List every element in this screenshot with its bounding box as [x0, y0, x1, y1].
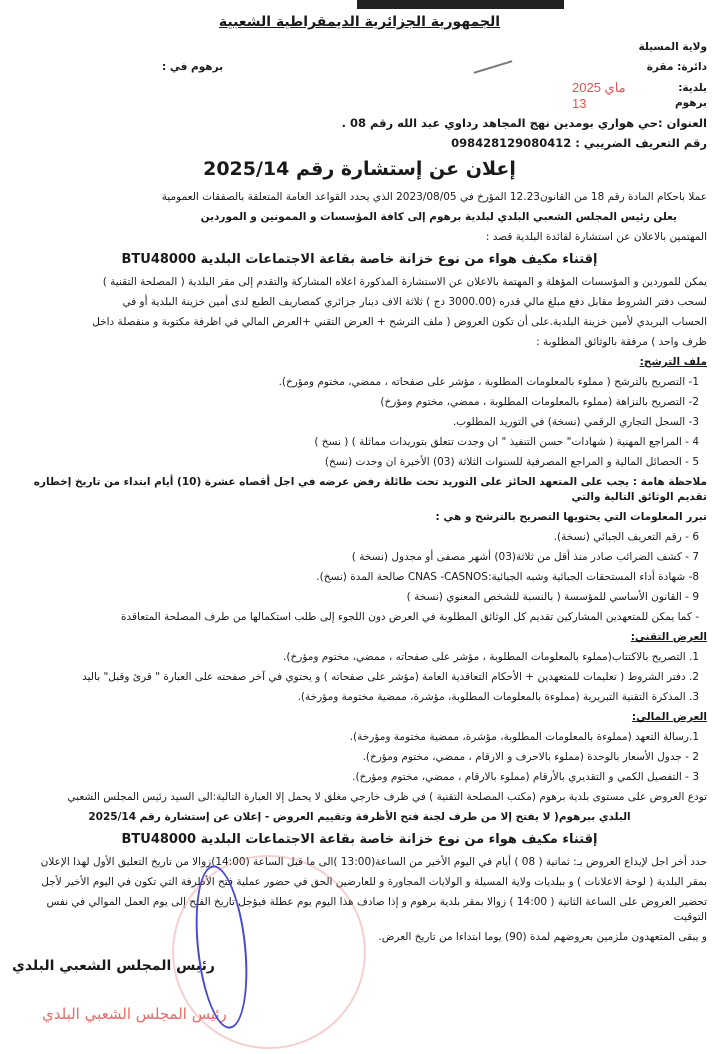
subject-heading-repeat: إقتناء مكيف هواء من نوع خزانة خاصة بقاعة الاجتماعات البلدية BTU48000: [121, 832, 598, 847]
technical-heading: العرض التقني:: [630, 631, 707, 643]
daira-row: [12, 60, 707, 75]
financial-item: 1.رسالة التعهد (مملوءة بالمعلومات المطلوبة، مؤشرة، ممضية مختومة ومؤرخة).: [349, 731, 699, 743]
republic-title: الجمهورية الجزائرية الديمقراطية الشعبية: [218, 14, 501, 30]
note-line: ملاحظة هامة : يجب على المتعهد الحائز على التوريد تحت طائلة رفض عرضه في اجل أقصاه عشرة (10) أيام ابتداء من تاريخ إخطاره تقديم الوثائق التالية والتي: [33, 476, 707, 503]
financial-item: 3 - التفصيل الكمي و التقديري بالأرقام (مملوء بالارقام ، ممضي، مختوم ومؤرخ).: [352, 771, 699, 783]
candidacy-item: 4 - المراجع المهنية ( شهادات" حسن التنفيذ " ان وجدت تتعلق بتوريدات مماثلة ) ( نسخ ): [314, 436, 699, 448]
deadline-line: بمقر البلدية ( لوحة الاعلانات ) و ببلديات ولاية المسيلة و الولايات المجاورة و للعارضين الحق في حضور عملية فتح الأظرفة التي تكون في اليوم الأخير لأجل: [41, 876, 707, 888]
extra-item: 7 - كشف الضرائب صادر منذ أقل من ثلاثة(03) أشهر مصفى أو مجدول (نسخة ): [351, 551, 699, 563]
tax-id: رقم التعريف الضريبي : 098428129080412: [451, 136, 707, 150]
address: العنوان :حي هواري بومدين نهج المجاهد رداوي عبد الله رقم 08 .: [341, 116, 707, 130]
deadline-line: حدد أخر اجل لإيداع العروض بـ: ثمانية ( 08 ) أيام في اليوم الأخير من الساعة(13:00 )الى ما قبل الساعة (14:00)زوالا من تاريخ التعليق الأول لهذا الإعلان: [40, 856, 707, 868]
closing-section: [12, 855, 707, 1024]
extra-item: - كما يمكن للمتعهدين المشاركين تقديم كل الوثائق المطلوبة في العرض دون اللجوء إلى طلب استكمالها من طرف المصلحة المتعاقدة: [121, 611, 699, 623]
commune: بلدية: برهوم: [674, 81, 707, 109]
commune-row: [12, 80, 707, 111]
technical-item: 2. دفتر الشروط ( تعليمات للمتعهدين + الأحكام التعاقدية العامة (مؤشر على صفحاته ) و يحتوي في آخر صفحته على العبارة " قرئ وقبل" باليد: [82, 671, 699, 683]
financial-heading: العرض المالي:: [631, 711, 707, 723]
condition-line: لسحب دفتر الشروط مقابل دفع مبلغ مالي قدره (3000.00 دج ) ثلاثة الاف دينار جزائري كمصاريف الطبع لدى أمين خزينة البلدية أو في: [122, 296, 707, 308]
extra-item: 9 - القانون الأساسي للمؤسسة ( بالنسبة للشخص المعنوي (نسخة ): [406, 591, 699, 603]
intro-line: المهتمين بالاعلان عن استشارة لفائدة البلدية قصد :: [485, 231, 707, 243]
condition-line: يمكن للموردين و المؤسسات المؤهلة و المهتمة بالاعلان عن الاستشارة المذكورة اعلاه المشاركة والتقدم إلى مقر البلدية ( المصلحة التقنية ): [102, 276, 707, 288]
seal-stamp-text: رئيس المجلس الشعبي البلدي: [42, 1005, 227, 1023]
candidacy-heading: ملف الترشح:: [639, 356, 707, 368]
financial-item: 2 - جدول الأسعار بالوحدة (مملوء بالاحرف و الارقام ، ممضي، مختوم ومؤرخ).: [362, 751, 699, 763]
candidacy-item: 1- التصريح بالترشح ( مملوء بالمعلومات المطلوبة ، مؤشر على صفحاته ، ممضي، مختوم ومؤرخ).: [278, 376, 699, 388]
deadline-line: تحضير العروض على الساعة الثانية ( 14:00 ) زوالا بمقر بلدية برهوم و إذا صادف هذا اليوم يوم عطلة فيؤجل تاريخ الفتح إلى يوم العمل الموالي في نفس التوقيت: [46, 896, 707, 923]
intro-line: عملا باحكام المادة رقم 18 من القانون12.23 المؤرخ في 2023/08/05 الذي يحدد القواعد العامة المتعلقة بالصفقات العمومية: [161, 191, 707, 203]
deposit-line: البلدي ببرهوم( لا يفتح إلا من طرف لجنة فتح الأظرفة وتقييم العروض - إعلان عن إستشارة رقم 2025/14: [88, 811, 631, 823]
daira: دائرة: مقرة: [646, 61, 707, 73]
extra-item: 6 - رقم التعريف الجبائي (نسخة).: [553, 531, 699, 543]
technical-item: 3. المذكرة التقنية التبريرية (مملوءة بالمعلومات المطلوبة، مؤشرة، ممضية مختومة ومؤرخة).: [297, 691, 699, 703]
condition-line: الحساب البريدي لأمين خزينة البلدية.على أن تكون العروض ( ملف الترشح + العرض التقني +العرض المالي في اظرفة مكتوبة و منفصلة داخل: [92, 316, 707, 328]
page-title: إعلان عن إستشارة رقم 2025/14: [203, 158, 516, 180]
subject-heading: إقتناء مكيف هواء من نوع خزانة خاصة بقاعة الاجتماعات البلدية BTU48000: [121, 252, 598, 267]
candidacy-item: 2- التصريح بالنزاهة (مملوء بالمعلومات المطلوبة ، ممضي، مختوم ومؤرخ): [380, 396, 699, 408]
signatory-title: رئيس المجلس الشعبي البلدي: [12, 958, 215, 974]
place-date: برهوم في :: [162, 61, 224, 73]
deadline-line: و يبقى المتعهدون ملزمين بعروضهم لمدة (90) يوما ابتداءا من تاريخ العرض.: [378, 931, 707, 943]
condition-line: ظرف واحد ) مرفقة بالوثائق المطلوبة :: [536, 336, 707, 348]
note-line: تبرر المعلومات التي يحتويها التصريح بالترشح و هي :: [435, 511, 707, 523]
date-stamp: 2025 ماي 13: [572, 80, 626, 111]
wilaya: ولاية المسيلة: [638, 41, 707, 53]
candidacy-item: 5 - الحصائل المالية و المراجع المصرفية للسنوات الثلاثة (03) الأخيرة ان وجدت (نسخ): [324, 456, 699, 468]
technical-item: 1. التصريح بالاكتتاب(مملوء بالمعلومات المطلوبة ، مؤشر على صفحاته ، ممضي، مختوم ومؤرخ).: [283, 651, 699, 663]
intro-line: يعلن رئيس المجلس الشعبي البلدي لبلدية برهوم إلى كافة المؤسسات و الممونين و الموردين: [200, 211, 677, 223]
extra-item: 8- شهادة أداء المستحقات الجبائية وشبه الجبائية:CNAS -CASNOS صالحة المدة (نسخ).: [316, 571, 699, 583]
candidacy-item: 3- السجل التجاري الرقمي (نسخة) في التوريد المطلوب.: [452, 416, 699, 428]
deposit-line: تودع العروض على مستوى بلدية برهوم (مكتب المصلحة التقنية ) في ظرف خارجي مغلق لا يحمل إلا العبارة التالية:الى السيد رئيس المجلس الشعبي: [67, 791, 707, 803]
